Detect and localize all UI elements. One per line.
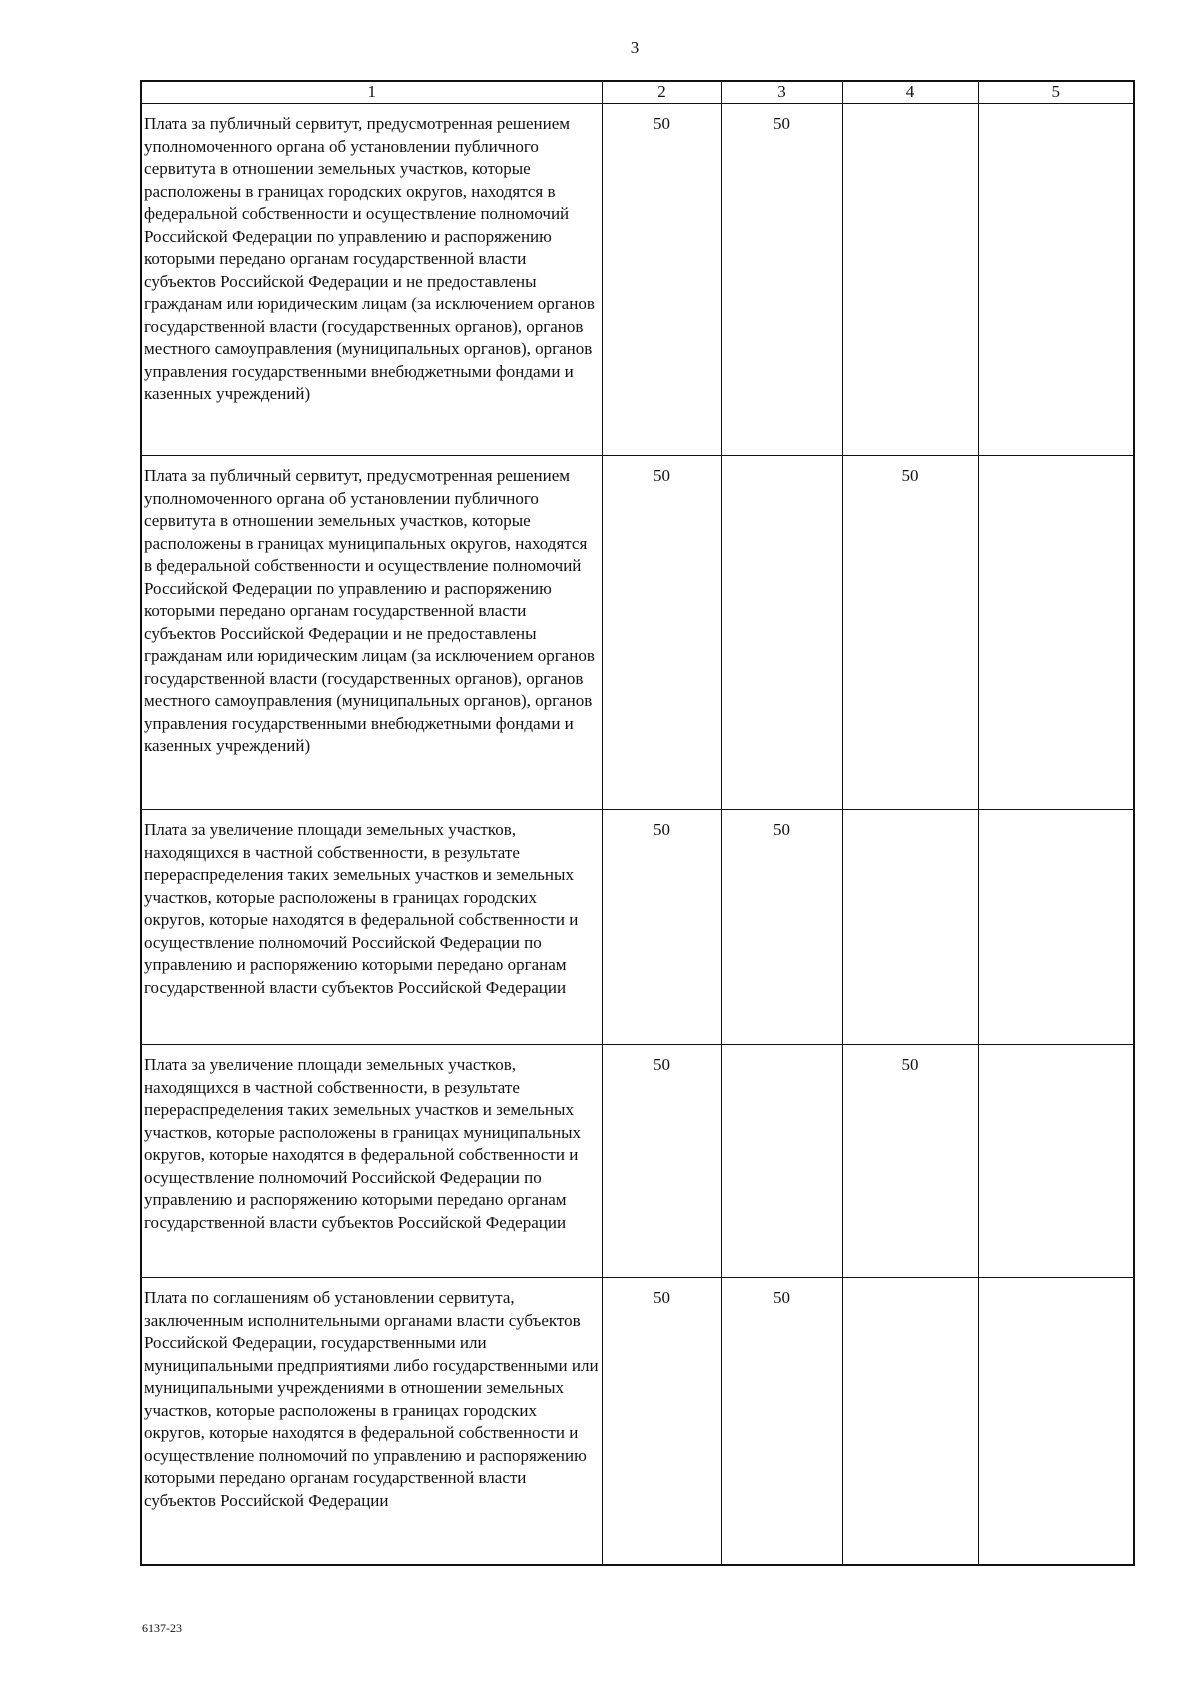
table-row	[141, 810, 1134, 1045]
row-description: Плата за публичный сервитут, предусмотренная решением уполномоченного органа об установлении публичного сервитута в отношении земельных участков, которые расположены в границах муниципальных округов, находятся в федеральной собственности и осуществление полномочий Российской Федерации по управлению и распоряжению которыми передано органам государственной власти субъектов Российской Федерации и не предоставлены гражданам или юридическим лицам (за исключением органов государственной власти (государственных органов), органов местного самоуправления (муниципальных органов), органов управления государственными внебюджетными фондами и казенных учреждений)	[141, 456, 602, 810]
column-header-2: 2	[602, 81, 721, 104]
row-value-col4	[842, 104, 978, 456]
column-header-1: 1	[141, 81, 602, 104]
row-value-col4	[842, 810, 978, 1045]
row-value-col2: 50	[602, 456, 721, 810]
row-value-col2: 50	[602, 1278, 721, 1565]
row-value-col3: 50	[721, 104, 842, 456]
row-description: Плата за увеличение площади земельных участков, находящихся в частной собственности, в результате перераспределения таких земельных участков и земельных участков, которые расположены в границах городских округов, которые находятся в федеральной собственности и осуществление полномочий Российской Федерации по управлению и распоряжению которыми передано органам государственной власти субъектов Российской Федерации	[141, 810, 602, 1045]
page-number: 3	[630, 38, 640, 57]
row-value-col5	[978, 104, 1134, 456]
row-value-col5	[978, 456, 1134, 810]
column-header-4: 4	[842, 81, 978, 104]
revenue-distribution-table	[140, 80, 1135, 1566]
document-code: 6137-23	[142, 1621, 182, 1635]
table-row	[141, 456, 1134, 810]
row-value-col2: 50	[602, 104, 721, 456]
row-description: Плата за увеличение площади земельных участков, находящихся в частной собственности, в результате перераспределения таких земельных участков и земельных участков, которые расположены в границах муниципальных округов, которые находятся в федеральной собственности и осуществление полномочий Российской Федерации по управлению и распоряжению которыми передано органам государственной власти субъектов Российской Федерации	[141, 1045, 602, 1278]
column-header-5: 5	[978, 81, 1134, 104]
row-value-col4: 50	[842, 1045, 978, 1278]
row-description: Плата по соглашениям об установлении сервитута, заключенным исполнительными органами власти субъектов Российской Федерации, государственными или муниципальными предприятиями либо государственными или муниципальными учреждениями в отношении земельных участков, которые расположены в границах городских округов, которые находятся в федеральной собственности и осуществление полномочий по управлению и распоряжению которыми передано органам государственной власти субъектов Российской Федерации	[141, 1278, 602, 1565]
table-row	[141, 104, 1134, 456]
table-row	[141, 1278, 1134, 1565]
row-value-col3: 50	[721, 810, 842, 1045]
table-header-row	[141, 81, 1134, 104]
row-value-col5	[978, 1278, 1134, 1565]
row-value-col3: 50	[721, 1278, 842, 1565]
row-value-col3	[721, 1045, 842, 1278]
row-value-col2: 50	[602, 810, 721, 1045]
row-value-col4	[842, 1278, 978, 1565]
column-header-3: 3	[721, 81, 842, 104]
row-value-col3	[721, 456, 842, 810]
table-row	[141, 1045, 1134, 1278]
row-value-col2: 50	[602, 1045, 721, 1278]
row-value-col5	[978, 1045, 1134, 1278]
row-value-col5	[978, 810, 1134, 1045]
row-value-col4: 50	[842, 456, 978, 810]
row-description: Плата за публичный сервитут, предусмотренная решением уполномоченного органа об установлении публичного сервитута в отношении земельных участков, которые расположены в границах городских округов, находятся в федеральной собственности и осуществление полномочий Российской Федерации по управлению и распоряжению которыми передано органам государственной власти субъектов Российской Федерации и не предоставлены гражданам или юридическим лицам (за исключением органов государственной власти (государственных органов), органов местного самоуправления (муниципальных органов), органов управления государственными внебюджетными фондами и казенных учреждений)	[141, 104, 602, 456]
